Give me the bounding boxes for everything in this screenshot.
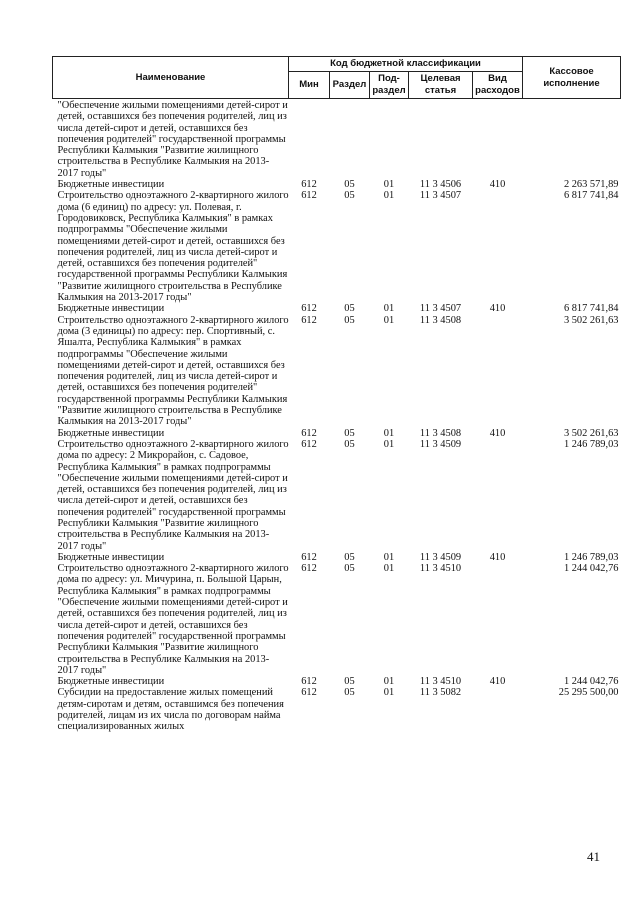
row-min: [289, 99, 330, 180]
row-name: Строительство одноэтажного 2-квартирного жилого дома (6 единиц) по адресу: ул. Полевая, г. Городовиковск, Республика Калмыкия" в рамках подпрограммы "Обеспечение жилыми помещениями детей-сирот и детей, оставшихся без попечения родителей, лиц из числа детей-сирот и детей, оставшихся без попечения родителей" государственной программы Республики Калмыкия "Развитие жилищного строительства в Республике Калмыкия на 2013-2017 годы": [57, 190, 289, 304]
row-razdel: [330, 99, 370, 180]
row-name: Бюджетные инвестиции: [57, 427, 165, 439]
table-row: [53, 552, 621, 563]
row-razdel: 05: [344, 551, 355, 563]
row-name: Бюджетные инвестиции: [57, 676, 165, 688]
row-podrazdel: 01: [383, 563, 395, 575]
table-row: [53, 315, 621, 428]
header-code-group: Код бюджетной классификации: [289, 57, 523, 72]
row-min: 612: [301, 303, 317, 315]
row-expense-type: [473, 190, 523, 303]
table-row: [53, 687, 621, 732]
row-target-article: 11 3 4506: [419, 179, 462, 191]
row-expense-type: 410: [489, 427, 506, 439]
row-razdel: 05: [344, 303, 355, 315]
budget-table: [52, 56, 621, 733]
row-target-article: 11 3 4508: [419, 427, 462, 439]
row-podrazdel: 01: [383, 179, 395, 191]
row-amount: 1 246 789,03: [563, 551, 619, 563]
row-expense-type: [473, 315, 523, 428]
row-target-article: 11 3 5082: [419, 687, 462, 699]
header-expense-type: Вид расходов: [473, 72, 523, 99]
row-name: Бюджетные инвестиции: [57, 551, 165, 563]
header-name: Наименование: [53, 57, 289, 99]
row-razdel: 05: [344, 687, 355, 699]
row-razdel: 05: [344, 438, 355, 450]
row-expense-type: [473, 439, 523, 552]
row-min: 612: [301, 314, 317, 326]
row-min: 612: [301, 563, 317, 575]
row-min: 612: [301, 687, 317, 699]
row-target-article: 11 3 4508: [419, 314, 462, 326]
row-expense-type: [473, 563, 523, 676]
row-amount: 3 502 261,63: [563, 427, 619, 439]
row-expense-type: 410: [489, 551, 506, 563]
row-podrazdel: 01: [383, 190, 395, 202]
row-target-article: [409, 99, 473, 180]
table-row: [53, 179, 621, 190]
row-podrazdel: 01: [383, 687, 395, 699]
row-razdel: 05: [344, 179, 355, 191]
row-expense-type: [473, 687, 523, 732]
row-razdel: 05: [344, 314, 355, 326]
row-min: 612: [301, 190, 317, 202]
row-podrazdel: [370, 99, 409, 180]
header-target-article: Целевая статья: [409, 72, 473, 99]
row-amount: 25 295 500,00: [558, 687, 619, 699]
row-min: 612: [301, 427, 317, 439]
row-podrazdel: 01: [383, 314, 395, 326]
table-row: [53, 428, 621, 439]
row-podrazdel: 01: [383, 303, 395, 315]
row-amount: 1 244 042,76: [563, 563, 619, 575]
table-row: [53, 303, 621, 314]
row-name: Строительство одноэтажного 2-квартирного жилого дома по адресу: 2 Микрорайон, с. Садовое, Республика Калмыкия" в рамках подпрограммы "Обеспечение жилыми помещениями детей-сирот и детей, оставшихся без попечения родителей, лиц из числа детей-сирот и детей, оставшихся без попечения родителей" государственной программы Республики Калмыкия "Развитие жилищного строительства в Республике Калмыкия на 2013-2017 годы": [57, 438, 289, 552]
row-razdel: 05: [344, 676, 355, 688]
row-name: Строительство одноэтажного 2-квартирного жилого дома (3 единицы) по адресу: пер. Спортивный, с. Яшалта, Республика Калмыкия" в рамках подпрограммы "Обеспечение жилыми помещениями детей-сирот и детей, оставшихся без попечения родителей, лиц из числа детей-сирот и детей, оставшихся без попечения родителей" государственной программы Республики Калмыкия "Развитие жилищного строительства в Республике Калмыкия на 2013-2017 годы": [57, 314, 289, 428]
row-amount: 1 246 789,03: [563, 438, 619, 450]
row-name: Бюджетные инвестиции: [57, 303, 165, 315]
row-amount: 3 502 261,63: [563, 314, 619, 326]
table-row: [53, 563, 621, 676]
row-target-article: 11 3 4507: [419, 303, 462, 315]
row-expense-type: 410: [489, 303, 506, 315]
row-expense-type: [473, 99, 523, 180]
row-expense-type: 410: [489, 676, 506, 688]
row-amount: [523, 99, 621, 180]
budget-table-page: [52, 56, 624, 733]
row-expense-type: 410: [489, 179, 506, 191]
row-podrazdel: 01: [383, 438, 395, 450]
page-number: 41: [587, 849, 600, 864]
row-amount: 6 817 741,84: [563, 190, 619, 202]
header-podrazdel: Под-раздел: [370, 72, 409, 99]
header-razdel: Раздел: [330, 72, 370, 99]
row-podrazdel: 01: [383, 551, 395, 563]
row-target-article: 11 3 4509: [419, 551, 462, 563]
row-target-article: 11 3 4510: [419, 676, 462, 688]
table-row: [53, 676, 621, 687]
row-min: 612: [301, 676, 317, 688]
table-row: [53, 99, 621, 180]
row-name: Субсидии на предоставление жилых помещений детям-сиротам и детям, оставшимся без попечения родителей, лицам из их числа по договорам найма специализированных жилых: [57, 687, 284, 733]
row-podrazdel: 01: [383, 676, 395, 688]
row-min: 612: [301, 551, 317, 563]
table-row: [53, 190, 621, 303]
row-name: Строительство одноэтажного 2-квартирного жилого дома по адресу: ул. Мичурина, п. Большой Царын, Республика Калмыкия" в рамках подпрограммы "Обеспечение жилыми помещениями детей-сирот и детей, оставшихся без попечения родителей, лиц из числа детей-сирот и детей, оставшихся без попечения родителей" государственной программы Республики Калмыкия "Развитие жилищного строительства в Республике Калмыкия на 2013-2017 годы": [57, 563, 289, 676]
table-row: [53, 439, 621, 552]
row-min: 612: [301, 438, 317, 450]
row-amount: 2 263 571,89: [563, 179, 619, 191]
row-target-article: 11 3 4509: [419, 438, 462, 450]
row-amount: 6 817 741,84: [563, 303, 619, 315]
row-name: Бюджетные инвестиции: [57, 179, 165, 191]
row-podrazdel: 01: [383, 427, 395, 439]
header-cash-execution: Кассовое исполнение: [523, 57, 621, 99]
row-razdel: 05: [344, 427, 355, 439]
row-target-article: 11 3 4510: [419, 563, 462, 575]
row-name: "Обеспечение жилыми помещениями детей-сирот и детей, оставшихся без попечения родителей, лиц из числа детей-сирот и детей, оставшихся без попечения родителей" государственной программы Республики Калмыкия "Развитие жилищного строительства в Республике Калмыкия на 2013-2017 годы": [57, 100, 288, 179]
row-target-article: 11 3 4507: [419, 190, 462, 202]
row-amount: 1 244 042,76: [563, 676, 619, 688]
header-min: Мин: [289, 72, 330, 99]
row-razdel: 05: [344, 563, 355, 575]
row-min: 612: [301, 179, 317, 191]
row-razdel: 05: [344, 190, 355, 202]
